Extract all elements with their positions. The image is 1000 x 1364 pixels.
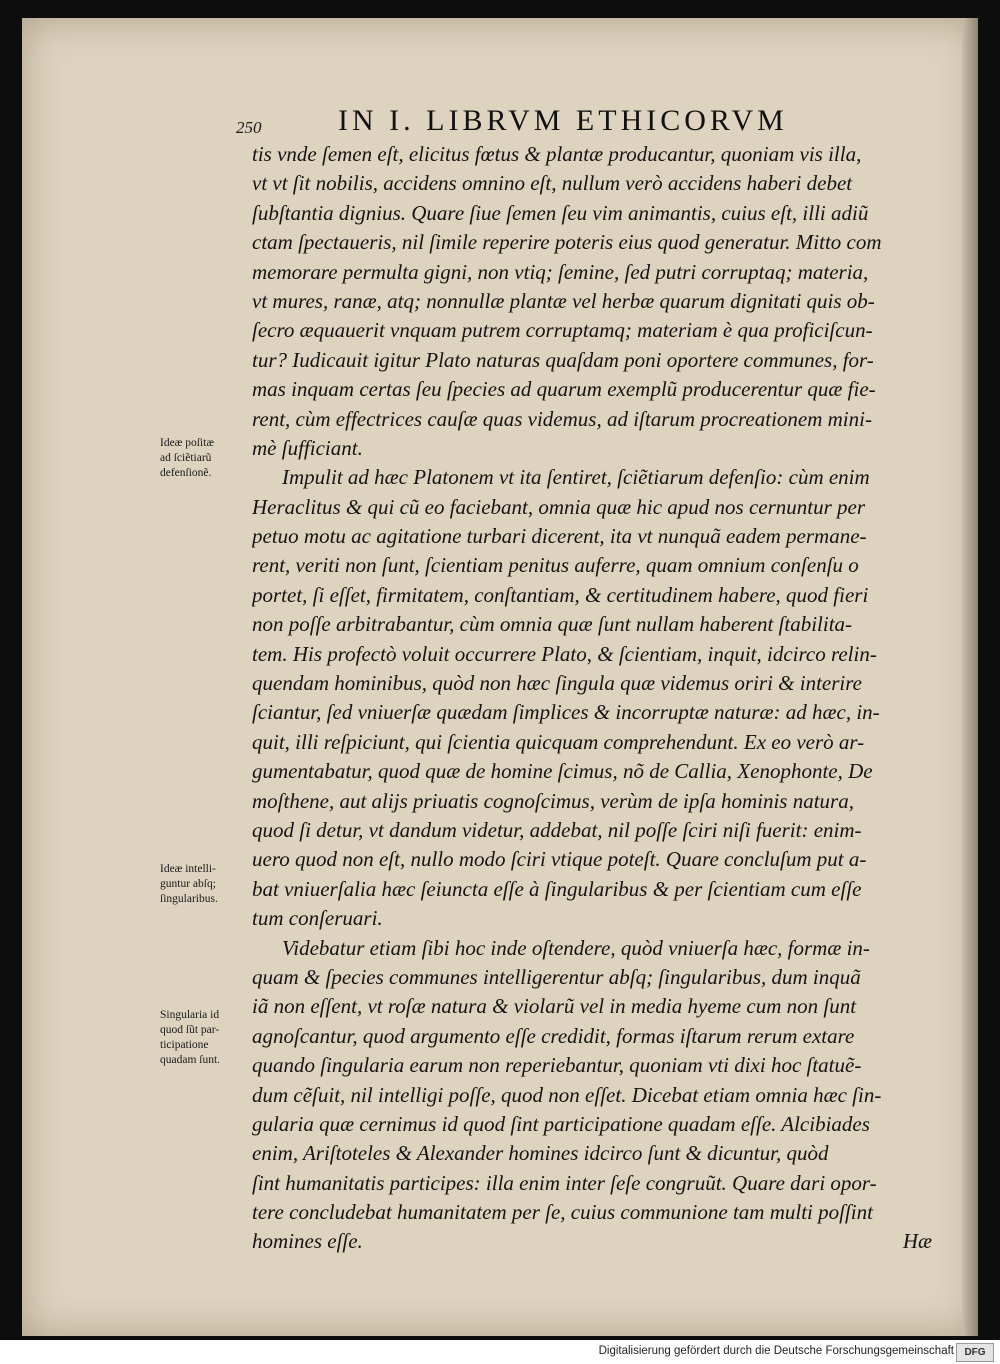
- margin-note-line: guntur abſq;: [160, 878, 216, 890]
- margin-note-line: Singularia id: [160, 1009, 220, 1021]
- text-line: quando ſingularia earum non reperiebantur, quoniam vti dixi hoc ſtatuẽ-: [252, 1053, 862, 1078]
- text-line: memorare permulta gigni, non vtiq; ſemine, ſed putri corruptaq; materia,: [252, 259, 869, 284]
- margin-note-singulars: [160, 1008, 260, 1068]
- text-line: tere concludebat humanitatem per ſe, cuius communione tam multi poſſint: [252, 1200, 873, 1225]
- running-title: IN I. LIBRVM ETHICORVM: [338, 104, 788, 137]
- text-line: tem. His profectò voluit occurrere Plato, & ſcientiam, inquit, idcirco relin-: [252, 641, 877, 666]
- dfg-logo: DFG: [956, 1343, 994, 1362]
- text-line: homines eſſe.: [252, 1229, 363, 1254]
- funding-credit: Digitalisierung gefördert durch die Deutsche Forschungsgemeinschaft: [598, 1345, 954, 1357]
- text-line: quam & ſpecies communes intelligerentur abſq; ſingularibus, dum inquã: [252, 964, 861, 989]
- text-line: ctam ſpectaueris, nil ſimile reperire poteris eius quod generatur. Mitto com: [252, 230, 882, 255]
- text-line: tur? Iudicauit igitur Plato naturas quaſdam poni oportere communes, for-: [252, 347, 874, 372]
- text-line: bat vniuerſalia hæc ſeiuncta eſſe à ſingularibus & per ſcientiam cum eſſe: [252, 876, 862, 901]
- text-line: iã non eſſent, vt roſæ natura & violarũ vel in media hyeme cum non ſunt: [252, 994, 857, 1019]
- margin-note-line: defenſionẽ.: [160, 467, 212, 479]
- text-line: moſthene, aut alijs priuatis cognoſcimus, verùm de ipſa hominis natura,: [252, 788, 854, 813]
- text-line: ſint humanitatis participes: illa enim inter ſeſe congruũt. Quare dari opor-: [252, 1170, 877, 1195]
- page-number: 250: [236, 118, 262, 137]
- margin-note-line: ad ſciẽtiarũ: [160, 452, 212, 464]
- text-line: uero quod non eſt, nullo modo ſciri vtique poteſt. Quare concluſum put a-: [252, 847, 867, 872]
- margin-note-line: quod ſũt par-: [160, 1024, 220, 1036]
- text-line: quendam hominibus, quòd non hæc ſingula quæ videmus oriri & interire: [252, 671, 862, 696]
- body-text: [252, 140, 932, 1257]
- margin-note-line: ſingularibus.: [160, 893, 218, 905]
- text-line: rent, cùm effectrices cauſæ quas videmus, ad iſtarum procreationem mini-: [252, 406, 872, 431]
- text-line: gumentabatur, quod quæ de homine ſcimus, nõ de Callia, Xenophonte, De: [252, 759, 873, 784]
- text-line: dum cẽſuit, nil intelligi poſſe, quod non eſſet. Dicebat etiam omnia hæc ſin-: [252, 1082, 882, 1107]
- margin-note-ideas-defense: [160, 436, 260, 481]
- text-line: petuo motu ac agitatione turbari dicerent, ita vt nunquã eadem permane-: [252, 524, 867, 549]
- text-line: enim, Ariſtoteles & Alexander homines idcirco ſunt & dicuntur, quòd: [252, 1141, 829, 1166]
- text-line: gularia quæ cernimus id quod ſint participatione quadam eſſe. Alcibiades: [252, 1111, 870, 1136]
- page-header: [236, 104, 836, 144]
- text-line: mè ſufficiant.: [252, 435, 363, 460]
- text-line: vt mures, ranæ, atq; nonnullæ plantæ vel herbæ quarum dignitati quis ob-: [252, 288, 875, 313]
- paragraph-start-line: Impulit ad hæc Platonem vt ita ſentiret, ſciẽtiarum defenſio: cùm enim: [282, 465, 870, 490]
- page-edge: [962, 18, 978, 1336]
- text-line: rent, veriti non ſunt, ſcientiam penitus auferre, quam omnium conſenſu o: [252, 553, 859, 578]
- margin-note-line: quadam ſunt.: [160, 1054, 221, 1066]
- paragraph-start-line: Videbatur etiam ſibi hoc inde oſtendere, quòd vniuerſa hæc, formæ in-: [282, 935, 870, 960]
- text-line: tum conſeruari.: [252, 906, 383, 931]
- text-line: ſecro æquauerit vnquam putrem corruptamq; materiam è qua proficiſcun-: [252, 318, 873, 343]
- text-line: quod ſi detur, vt dandum videtur, addebat, nil poſſe ſciri niſi fuerit: enim-: [252, 817, 862, 842]
- margin-note-line: Ideæ intelli-: [160, 863, 216, 875]
- margin-note-line: ticipatione: [160, 1039, 209, 1051]
- text-line: Heraclitus & qui cũ eo faciebant, omnia quæ hic apud nos cernuntur per: [252, 494, 866, 519]
- text-line: mas inquam certas ſeu ſpecies ad quarum exemplũ producerentur quæ fie-: [252, 377, 876, 402]
- text-line: non poſſe arbitrabantur, cùm omnia quæ ſunt nullam haberent ſtabilita-: [252, 612, 853, 637]
- text-line: agnoſcantur, quod argumento eſſe credidit, formas iſtarum rerum extare: [252, 1023, 855, 1048]
- text-line: vt vt ſit nobilis, accidens omnino eſt, nullum verò accidens haberi debet: [252, 171, 853, 196]
- margin-note-line: Ideæ poſitæ: [160, 437, 214, 449]
- catchword: Hæ: [902, 1229, 932, 1254]
- last-line: [252, 1227, 932, 1256]
- text-line: ſubſtantia dignius. Quare ſiue ſemen ſeu vim animantis, cuius eſt, illi adiũ: [252, 200, 869, 225]
- text-line: portet, ſi eſſet, firmitatem, conſtantiam, & certitudinem habere, quod fieri: [252, 582, 869, 607]
- text-line: ſciantur, ſed vniuerſæ quædam ſimplices & incorruptæ naturæ: ad hæc, in-: [252, 700, 880, 725]
- margin-note-ideas-understood: [160, 862, 260, 907]
- text-line: quit, illi reſpiciunt, qui ſcientia quicquam comprehendunt. Ex eo verò ar-: [252, 729, 865, 754]
- text-line: tis vnde ſemen eſt, elicitus fœtus & plantæ producantur, quoniam vis illa,: [252, 142, 862, 166]
- footer-bar: [0, 1340, 1000, 1364]
